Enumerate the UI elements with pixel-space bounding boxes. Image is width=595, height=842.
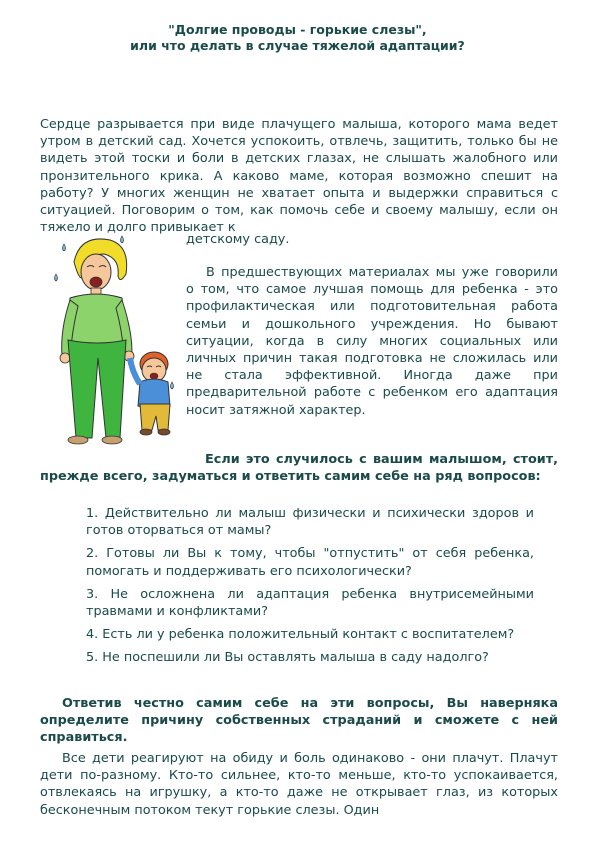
page-title [0,22,595,54]
title-line-1: "Долгие проводы - горькие слезы", [168,22,427,37]
child-pants [140,404,170,430]
list-item: 5. Не поспешили ли Вы оставлять малыша в саду надолго? [86,650,489,666]
tear-drop-icon [55,274,58,281]
tear-drop-icon [63,244,66,251]
side-paragraph: В предшествующих материалах мы уже говорили о том, что самое лучшая помощь для ребенка - это профилактическая или подготовительная работа семьи и дошкольного учреждения. Но бывают ситуации, когда в силу многих социальных или личных причин такая подготовка не сложилась или не стала эффективной. Иногда даже при предварительной работе с ребенком его адаптация носит затяжной характер. [186,265,558,418]
intro-paragraph-tail: детскому саду. [186,232,290,247]
title-line-2: или что делать в случае тяжелой адаптации? [130,38,465,53]
crying-mother-child-illustration [52,232,184,452]
mother-trousers [68,340,126,438]
list-item: 4. Есть ли у ребенка положительный контакт с воспитателем? [86,627,515,643]
last-paragraph: Все дети реагируют на обиду и боль одинаково - они плачут. Плачут дети по-разному. Кто-то сильнее, кто-то меньше, кто-то успокаивается, отвлекаясь на игрушку, а кто-то даже не открывает глаз, из которых бесконечным потоком текут горькие слезы. Один [40,751,558,818]
questions-lead: Если это случилось с вашим малышом, стоит, прежде всего, задуматься и ответить самим себе на ряд вопросов: [40,452,558,485]
child-arm [130,358,140,384]
child-mouth [150,373,158,379]
list-item: 2. Готовы ли Вы к тому, чтобы "отпустить" от себя ребенка, помогать и поддерживать его психологически? [86,546,534,579]
questions-list [86,505,534,673]
list-item: 1. Действительно ли малыш физически и психически здоров и готов оторваться от мамы? [86,506,534,539]
intro-paragraph: Сердце разрывается при виде плачущего малыша, которого мама ведет утром в детский сад. Хочется успокоить, отвлечь, защитить, только бы не видеть этой тоски и боли в детских глазах, не слышать жалобного или пронзительного крика. А каково маме, которая возможно спешит на работу? У многих женщин не хватает опыта и выдержки справиться с ситуацией. Поговорим о том, как помочь себе и своему малышу, если он тяжело и долго привыкает к [40,117,558,236]
conclusion-paragraph: Ответив честно самим себе на эти вопросы, Вы наверняка определите причину собственных страданий и сможете с ней справиться. [40,696,558,746]
list-item: 3. Не осложнена ли адаптация ребенка внутрисемейными травмами и конфликтами? [86,586,534,620]
tear-drop-icon [171,382,174,389]
mother-mouth [90,277,102,287]
tear-drop-icon [121,236,124,243]
